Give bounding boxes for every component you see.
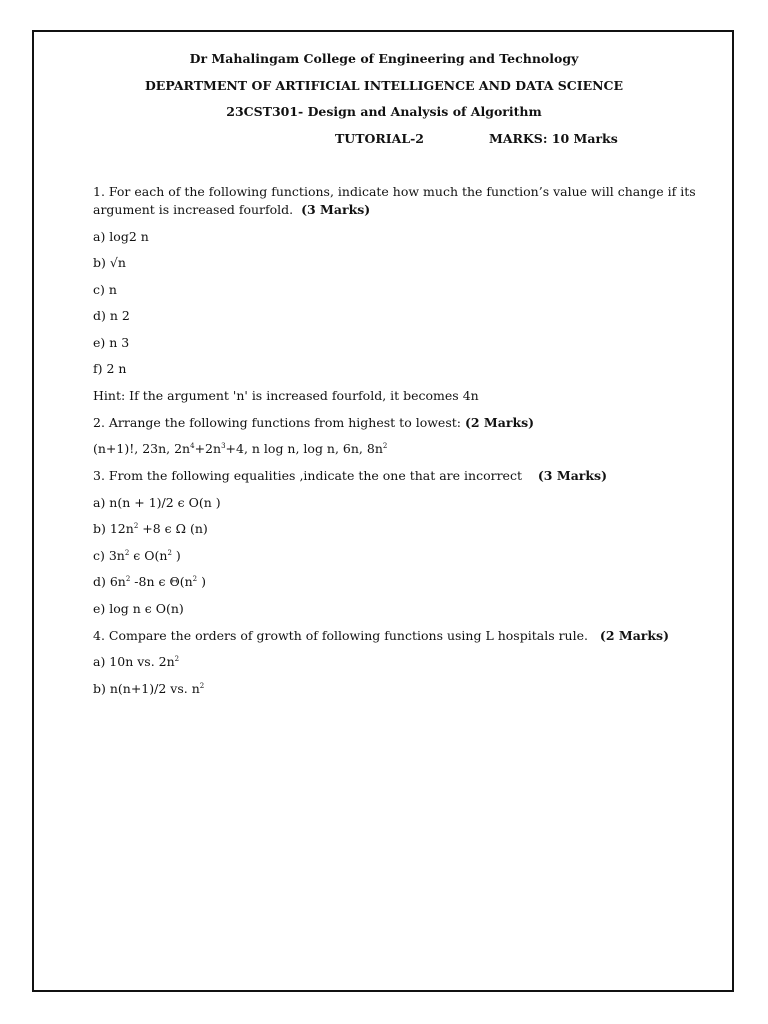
q2-functions-exp3: 2 bbox=[382, 442, 388, 450]
q3-marks: (3 Marks) bbox=[537, 468, 607, 483]
q2-functions-exp2: 3 bbox=[221, 442, 226, 450]
q3-b-post: +8 ϵ Ω (n) bbox=[138, 521, 208, 536]
q4-b-pre: b) n(n+1)/2 vs. n bbox=[93, 681, 200, 696]
q3-c-pre: c) 3n bbox=[93, 548, 125, 563]
q3-c-exp: 2 bbox=[124, 549, 130, 557]
q3-option-a: a) n(n + 1)/2 ϵ O(n ) bbox=[93, 495, 221, 510]
q3-d-post: ) bbox=[197, 574, 206, 589]
q4-option-a bbox=[93, 654, 179, 670]
course-title: 23CST301- Design and Analysis of Algorithm bbox=[226, 104, 542, 119]
q1-option-f: f) 2 n bbox=[93, 361, 127, 376]
q4-text: 4. Compare the orders of growth of following functions using L hospitals rule. bbox=[93, 628, 588, 643]
q3-option-b bbox=[93, 521, 208, 537]
q3-d-pre: d) 6n bbox=[93, 574, 126, 589]
q1-text-line1: 1. For each of the following functions, indicate how much the function’s value will change if its bbox=[93, 184, 696, 199]
q2-functions-part1: (n+1)!, 23n, 2n bbox=[93, 441, 191, 456]
q1-option-d: d) n 2 bbox=[93, 308, 130, 323]
q2-question bbox=[93, 415, 534, 431]
q1-marks: (3 Marks) bbox=[301, 202, 371, 217]
q4-b-exp: 2 bbox=[199, 682, 205, 690]
q3-b-exp: 2 bbox=[133, 522, 139, 530]
page-border bbox=[32, 30, 734, 992]
department-name: DEPARTMENT OF ARTIFICIAL INTELLIGENCE AND DATA SCIENCE bbox=[144, 78, 624, 93]
q1-option-b: b) √n bbox=[93, 255, 126, 270]
q3-c-exp2: 2 bbox=[167, 549, 172, 557]
q3-option-c bbox=[93, 548, 181, 564]
q3-d-mid: -8n ϵ Θ(n bbox=[130, 574, 193, 589]
q1-option-c: c) n bbox=[93, 282, 117, 297]
q4-question bbox=[93, 628, 669, 644]
q4-a-exp: 2 bbox=[174, 655, 180, 663]
q3-b-pre: b) 12n bbox=[93, 521, 134, 536]
q3-option-d bbox=[93, 574, 206, 590]
q1-option-e: e) n 3 bbox=[93, 335, 130, 350]
q3-c-mid: ϵ O(n bbox=[129, 548, 168, 563]
q3-option-e: e) log n ϵ O(n) bbox=[93, 601, 184, 616]
q2-functions-exp1: 4 bbox=[190, 442, 195, 450]
total-marks: MARKS: 10 Marks bbox=[489, 131, 618, 146]
q3-d-exp2: 2 bbox=[192, 575, 198, 583]
q2-functions bbox=[93, 441, 387, 457]
q4-option-b bbox=[93, 681, 204, 697]
college-name: Dr Mahalingam College of Engineering and Technology bbox=[189, 51, 579, 66]
q4-a-pre: a) 10n vs. 2n bbox=[93, 654, 175, 669]
q1-hint: Hint: If the argument 'n' is increased fourfold, it becomes 4n bbox=[93, 388, 479, 403]
q4-marks: (2 Marks) bbox=[599, 628, 670, 643]
q2-text: 2. Arrange the following functions from highest to lowest: bbox=[93, 415, 461, 430]
q1-text: argument is increased fourfold. bbox=[93, 202, 294, 217]
q2-functions-part2: +2n bbox=[194, 441, 222, 456]
q3-d-exp: 2 bbox=[125, 575, 131, 583]
tutorial-label: TUTORIAL-2 bbox=[335, 131, 425, 146]
q2-marks: (2 Marks) bbox=[464, 415, 535, 430]
q2-functions-part3: +4, n log n, log n, 6n, 8n bbox=[225, 441, 383, 456]
q1-option-a: a) log2 n bbox=[93, 229, 149, 244]
q3-question bbox=[93, 468, 607, 484]
q3-text: 3. From the following equalities ,indicate the one that are incorrect bbox=[93, 468, 522, 483]
q3-c-post: ) bbox=[171, 548, 181, 563]
q1-text-line2 bbox=[93, 202, 370, 218]
